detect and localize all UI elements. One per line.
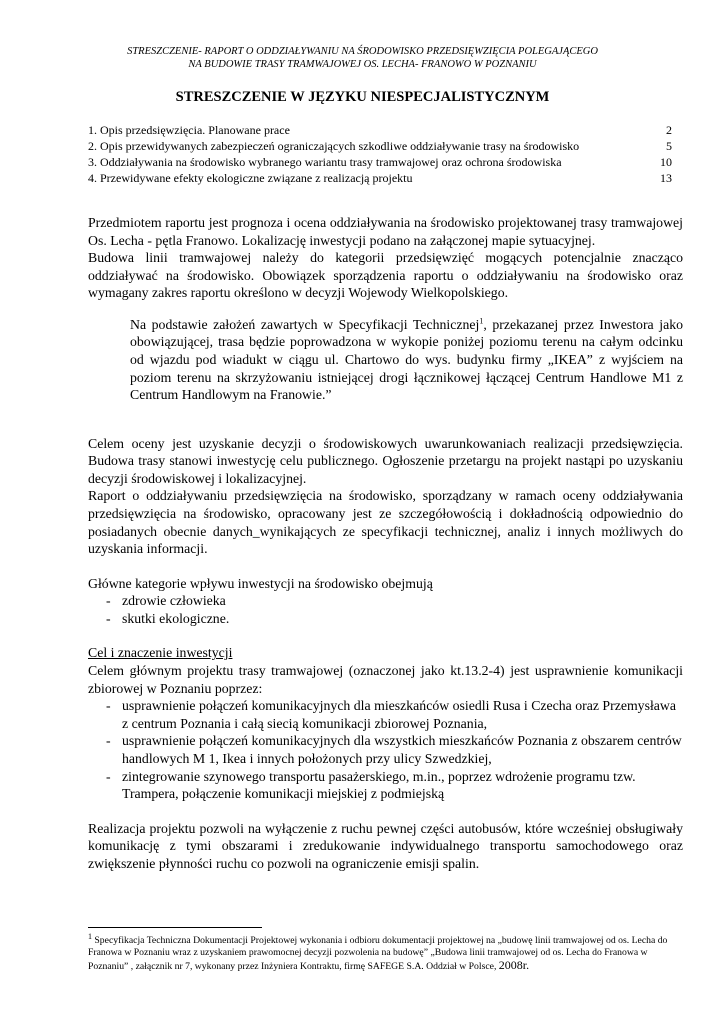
running-header-line-1: STRESZCZENIE- RAPORT O ODDZIAŁYWANIU NA ŚRODOWISKO PRZEDSIĘWZIĘCIA POLEGAJĄCEGO	[127, 46, 598, 57]
toc-entry	[88, 122, 672, 138]
quote-rest-text: , przekazanej przez Inwestora jako obowiązującej, trasa będzie poprowadzona w wykopie poniżej poziomu terenu na całym odcinku od wjazdu pod wiadukt w ciągu ul. Chartowo do wys. budynku firmy „IKEA” z wyjściem na poziom terenu na skrzyżowaniu istniejącej drogi łącznikowej łączącej Centrum Handlowe M1 z Centrum Handlowym na Franowie.”	[130, 316, 683, 403]
paragraph-main-goal: Celem głównym projektu trasy tramwajowej (oznaczonej jako kt.13.2-4) jest usprawnienie komunikacji zbiorowej w Poznaniu poprzez:	[88, 663, 683, 696]
quoted-specification	[130, 316, 683, 404]
toc-entry	[88, 154, 672, 170]
toc-entry	[88, 138, 672, 154]
list-item: - skutki ekologiczne.	[106, 610, 230, 626]
list-item: - zintegrowanie szynowego transportu pasażerskiego, m.in., poprzez wdrożenie programu tzw. Trampera, połączenie komunikacji miejskiej z podmiejską	[106, 768, 636, 802]
toc-entry-label: 2. Opis przewidywanych zabezpieczeń ograniczających szkodliwe oddziaływanie trasy na środowisko	[88, 139, 580, 153]
paragraph-report-scope: Raport o oddziaływaniu przedsięwzięcia na środowisko, sporządzany w ramach oceny oddziaływania przedsięwzięcia na środowisko, opracowany jest ze szczegółowością i dokładnością odpowiednio do posiadanych obecnie danych_wynikających ze specyfikacji technicznej, analiz i innych możliwych do uzyskania informacji.	[88, 488, 683, 557]
quote-start-text: Na podstawie założeń zawartych w Specyfikacji Technicznej	[130, 316, 480, 332]
paragraph-impact-categories: Główne kategorie wpływu inwestycji na środowisko obejmują	[88, 575, 433, 591]
list-item: - usprawnienie połączeń komunikacyjnych dla wszystkich mieszkańców Poznania z obszarem centrów handlowych M 1, Ikea i innych położonych przy ulicy Szwedzkiej,	[106, 733, 682, 767]
footnote-year: 2008r.	[498, 958, 530, 972]
toc-entry-label: 3. Oddziaływania na środowisko wybranego wariantu trasy tramwajowej oraz ochrona środowiska	[88, 155, 562, 169]
toc-entry	[88, 170, 672, 186]
footnote-text: Specyfikacja Techniczna Dokumentacji Projektowej wykonania i odbioru dokumentacji projektowej na „budowę linii tramwajowej od os. Lecha do Franowa w Poznaniu wraz z uzyskaniem prawomocnej decyzji pozwolenia na budowę” „Budowa linii tramwajowej od os. Lecha do Franowa w Poznaniu” , załącznik nr 7, wykonany przez Inżyniera Kontraktu, firmę SAFEGE S.A. Oddział w Polsce,	[88, 935, 668, 972]
impact-categories-list	[88, 592, 683, 627]
footnote-reference: 1	[479, 316, 484, 326]
paragraph-assessment-goal: Celem oceny jest uzyskanie decyzji o środowiskowych uwarunkowaniach realizacji przedsięwzięcia. Budowa trasy stanowi inwestycję celu publicznego. Ogłoszenie przetargu na projekt nastąpi po uzyskaniu decyzji środowiskowej i lokalizacyjnej.	[88, 435, 683, 486]
document-title: STRESZCZENIE W JĘZYKU NIESPECJALISTYCZNYM	[175, 89, 550, 105]
running-header-line-2: NA BUDOWIE TRASY TRAMWAJOWEJ OS. LECHA- FRANOWO W POZNANIU	[188, 59, 537, 70]
section-heading: Cel i znaczenie inwestycji	[88, 645, 233, 661]
footnote	[88, 931, 680, 973]
toc-entry-page: 13	[660, 171, 672, 185]
paragraph-subject: Przedmiotem raportu jest prognoza i ocena oddziaływania na środowisko projektowanej trasy tramwajowej Os. Lecha - pętla Franowo. Lokalizację inwestycji podano na załączonej mapie sytuacyjnej.	[88, 215, 683, 248]
list-item: - zdrowie człowieka	[106, 593, 226, 609]
document-body	[88, 214, 683, 873]
toc-entry-page: 2	[666, 123, 672, 137]
goals-list	[88, 697, 683, 803]
table-of-contents	[88, 122, 672, 186]
toc-entry-page: 5	[666, 139, 672, 153]
toc-entry-label: 1. Opis przedsięwzięcia. Planowane prace	[88, 123, 290, 137]
running-header	[0, 45, 725, 71]
paragraph-realization-effects: Realizacja projektu pozwoli na wyłączenie z ruchu pewnej części autobusów, które wcześniej obsługiwały komunikację z tymi obszarami i zredukowanie indywidualnego transportu samochodowego oraz zwiększenie płynności ruchu co pozwoli na ograniczenie emisji spalin.	[88, 820, 683, 871]
footnote-separator	[88, 927, 262, 928]
footnote-mark: 1	[88, 931, 92, 941]
toc-entry-page: 10	[660, 155, 672, 169]
list-item: - usprawnienie połączeń komunikacyjnych dla mieszkańców osiedli Rusa i Czecha oraz Przemysława z centrum Poznania i całą siecią komunikacji zbiorowej Poznania,	[106, 698, 676, 731]
paragraph-classification: Budowa linii tramwajowej należy do kategorii przedsięwzięć mogących potencjalnie znacząco oddziaływać na środowisko. Obowiązek sporządzenia raportu o oddziaływaniu na środowisko oraz wymagany zakres raportu określono w decyzji Wojewody Wielkopolskiego.	[88, 250, 683, 301]
toc-entry-label: 4. Przewidywane efekty ekologiczne związane z realizacją projektu	[88, 171, 413, 185]
